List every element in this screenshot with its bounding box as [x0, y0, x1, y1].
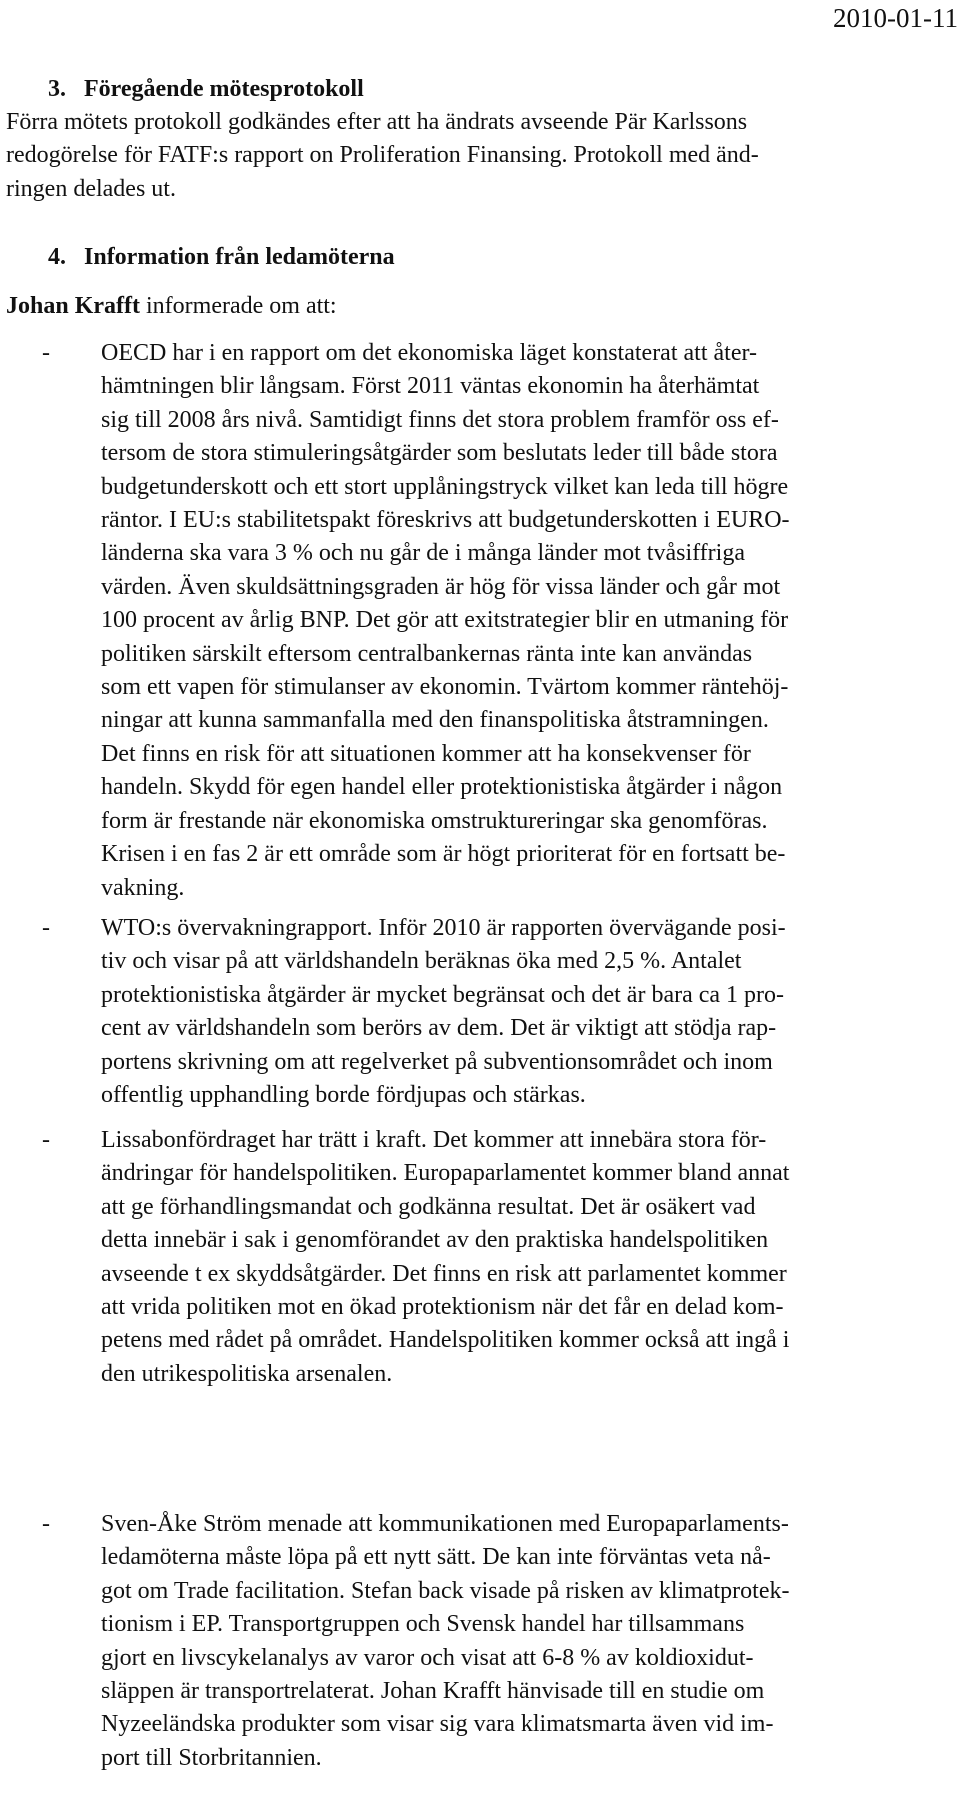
- bullet-dash: -: [42, 1127, 50, 1153]
- bullet-line: cent av världshandeln som berörs av dem. Det är viktigt att stödja rap-: [101, 1015, 777, 1042]
- bullet-line: tiv och visar på att världshandeln beräknas öka med 2,5 %. Antalet: [101, 948, 742, 975]
- bullet-line: politiken särskilt eftersom centralbankernas ränta inte kan användas: [101, 640, 753, 667]
- bullet-line: vakning.: [101, 874, 185, 901]
- section-4-heading: [48, 242, 395, 272]
- bullet-text: [101, 912, 960, 1112]
- intro-text: informerade om att:: [140, 293, 337, 319]
- bullet-line: 100 procent av årlig BNP. Det gör att exitstrategier blir en utmaning för: [101, 607, 789, 634]
- intro-person-name: Johan Krafft: [6, 293, 140, 319]
- bullet-line: den utrikespolitiska arsenalen.: [101, 1360, 393, 1387]
- bullet-line: form är frestande när ekonomiska omstruktureringar ska genomföras.: [101, 807, 768, 834]
- section-4-number: 4.: [48, 244, 66, 270]
- bullet-line: värden. Även skuldsättningsgraden är hög för vissa länder och går mot: [101, 573, 781, 600]
- intro-line: [6, 290, 952, 323]
- bullet-line: som ett vapen för stimulanser av ekonomin. Tvärtom kommer räntehöj-: [101, 674, 789, 701]
- bullet-line: got om Trade facilitation. Stefan back visade på risken av klimatprotek-: [101, 1577, 790, 1604]
- paragraph-line: ringen delades ut.: [6, 175, 176, 202]
- bullet-text: [101, 1124, 960, 1391]
- bullet-line: port till Storbritannien.: [101, 1744, 322, 1771]
- bullet-line: offentlig upphandling borde fördjupas och stärkas.: [101, 1082, 586, 1109]
- bullet-text: [101, 337, 960, 905]
- bullet-dash: -: [42, 340, 50, 366]
- bullet-line: Det finns en risk för att situationen kommer att ha konsekvenser för: [101, 740, 751, 767]
- bullet-line: Sven-Åke Ström menade att kommunikationen med Europaparlaments-: [101, 1511, 789, 1537]
- bullet-line: räntor. I EU:s stabilitetspakt föreskrivs att budgetunderskotten i EURO-: [101, 507, 790, 534]
- bullet-line: petens med rådet på området. Handelspolitiken kommer också att ingå i: [101, 1327, 790, 1354]
- section-4-title: Information från ledamöterna: [84, 244, 395, 270]
- bullet-line: handeln. Skydd för egen handel eller protektionistiska åtgärder i någon: [101, 774, 783, 801]
- bullet-dash: -: [42, 915, 50, 941]
- bullet-line: sig till 2008 års nivå. Samtidigt finns det stora problem framför oss ef-: [101, 406, 779, 433]
- section-4-intro: [6, 290, 952, 323]
- section-3-heading: [48, 74, 364, 104]
- document-date: 2010-01-11: [833, 3, 958, 33]
- bullet-line: Nyzeeländska produkter som visar sig vara klimatsmarta även vid im-: [101, 1711, 774, 1738]
- paragraph-line: Förra mötets protokoll godkändes efter att ha ändrats avseende Pär Karlssons: [6, 109, 748, 135]
- bullet-line: detta innebär i sak i genomförandet av den praktiska handelspolitiken: [101, 1227, 769, 1254]
- bullet-line: protektionistiska åtgärder är mycket begränsat och det är bara ca 1 pro-: [101, 981, 785, 1008]
- bullet-line: tersom de stora stimuleringsåtgärder som beslutats leder till både stora: [101, 440, 778, 467]
- section-3-number: 3.: [48, 76, 66, 102]
- bullet-line: budgetunderskott och ett stort upplåningstryck vilket kan leda till högre: [101, 473, 789, 500]
- bullet-line: ändringar för handelspolitiken. Europaparlamentet kommer bland annat: [101, 1160, 790, 1187]
- bullet-text: [101, 1508, 960, 1775]
- paragraph-line: redogörelse för FATF:s rapport on Proliferation Finansing. Protokoll med änd-: [6, 142, 759, 169]
- bullet-line: Krisen i en fas 2 är ett område som är högt prioriterat för en fortsatt be-: [101, 841, 786, 868]
- section-3-paragraph: [6, 106, 952, 206]
- bullet-line: gjort en livscykelanalys av varor och visat att 6-8 % av koldioxidut-: [101, 1644, 754, 1671]
- bullet-line: WTO:s övervakningrapport. Inför 2010 är rapporten övervägande posi-: [101, 915, 786, 941]
- bullet-line: avseende t ex skyddsåtgärder. Det finns en risk att parlamentet kommer: [101, 1260, 787, 1287]
- bullet-line: att vrida politiken mot en ökad protektionism när det får en delad kom-: [101, 1294, 784, 1321]
- bullet-line: att ge förhandlingsmandat och godkänna resultat. Det är osäkert vad: [101, 1193, 756, 1220]
- bullet-dash: -: [42, 1511, 50, 1537]
- bullet-line: hämtningen blir långsam. Först 2011 väntas ekonomin ha återhämtat: [101, 373, 760, 400]
- bullet-line: portens skrivning om att regelverket på subventionsområdet och inom: [101, 1048, 773, 1075]
- bullet-line: OECD har i en rapport om det ekonomiska läget konstaterat att åter-: [101, 340, 757, 366]
- bullet-line: Lissabonfördraget har trätt i kraft. Det kommer att innebära stora för-: [101, 1127, 767, 1153]
- bullet-line: släppen är transportrelaterat. Johan Krafft hänvisade till en studie om: [101, 1678, 765, 1705]
- bullet-line: ledamöterna måste löpa på ett nytt sätt. De kan inte förväntas veta nå-: [101, 1544, 771, 1571]
- bullet-line: länderna ska vara 3 % och nu går de i många länder mot tvåsiffriga: [101, 540, 745, 567]
- bullet-line: ningar att kunna sammanfalla med den finanspolitiska åtstramningen.: [101, 707, 769, 734]
- bullet-line: tionism i EP. Transportgruppen och Svensk handel har tillsammans: [101, 1611, 745, 1638]
- section-3-title: Föregående mötesprotokoll: [84, 76, 364, 102]
